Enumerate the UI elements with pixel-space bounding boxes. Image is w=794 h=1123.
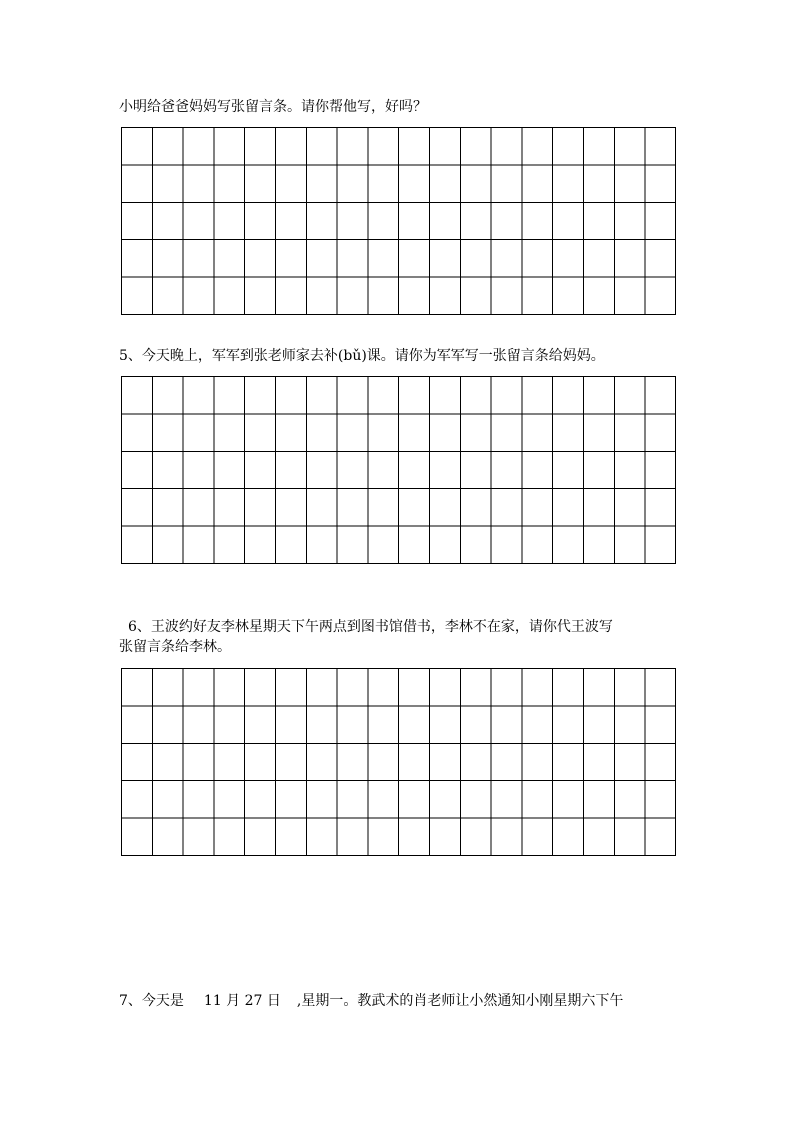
question-6-prompt-line1: 6、王波约好友李林星期天下午两点到图书馆借书，李林不在家，请你代王波写 bbox=[128, 619, 613, 635]
writing-grid-q6[interactable] bbox=[121, 668, 676, 856]
question-7-date: 11 月 27 日 bbox=[203, 993, 281, 1009]
question-6-prompt-line2: 张留言条给李林。 bbox=[119, 639, 231, 655]
question-5-prompt: 5、今天晚上，军军到张老师家去补(bǔ)课。请你为军军写一张留言条给妈妈。 bbox=[119, 348, 605, 364]
question-7-prompt bbox=[119, 991, 623, 1011]
question-7-prefix: 7、今天是 bbox=[119, 993, 184, 1009]
writing-grid-q5[interactable] bbox=[121, 376, 676, 564]
question-7-suffix: ,星期一。教武术的肖老师让小然通知小刚星期六下午 bbox=[296, 993, 624, 1009]
question-4-prompt: 小明给爸爸妈妈写张留言条。请你帮他写，好吗？ bbox=[119, 99, 427, 115]
writing-grid-q4[interactable] bbox=[121, 127, 676, 315]
